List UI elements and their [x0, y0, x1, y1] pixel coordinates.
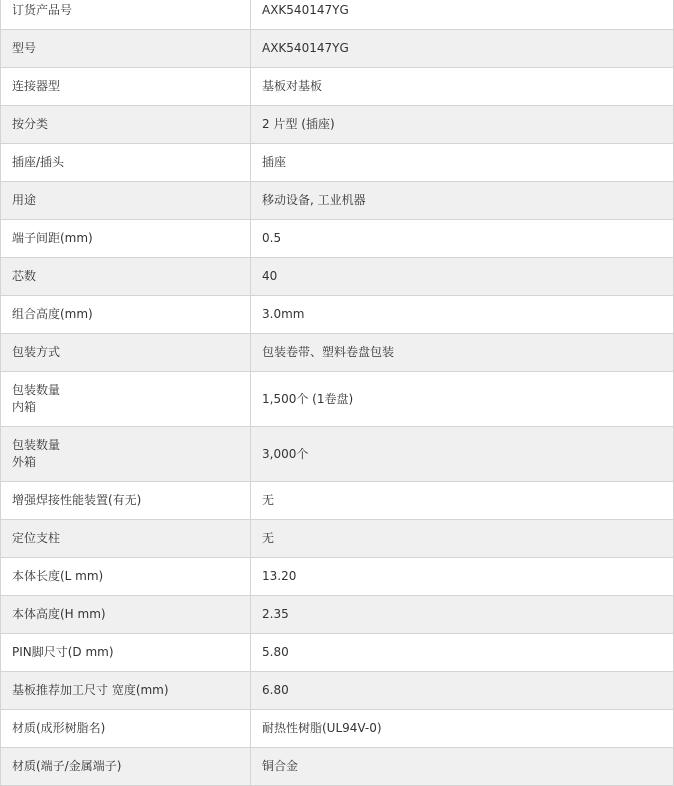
spec-label: 插座/插头: [1, 144, 251, 182]
spec-value: 5.80: [251, 634, 674, 672]
spec-label: 本体高度(H mm): [1, 596, 251, 634]
table-row: [1, 372, 674, 427]
spec-value: 铜合金: [251, 748, 674, 786]
spec-value: 13.20: [251, 558, 674, 596]
table-row: [1, 182, 674, 220]
spec-label: 材质(端子/金属端子): [1, 748, 251, 786]
spec-label: 包装数量: [12, 438, 61, 452]
spec-label-cell: [1, 427, 251, 482]
spec-value: 基板对基板: [251, 68, 674, 106]
table-row: [1, 558, 674, 596]
spec-label: 端子间距(mm): [1, 220, 251, 258]
spec-label-sub: 内箱: [12, 400, 37, 414]
spec-value: 3,000个: [251, 427, 674, 482]
table-row: [1, 144, 674, 182]
spec-value: 3.0mm: [251, 296, 674, 334]
spec-value: 1,500个 (1卷盘): [251, 372, 674, 427]
table-row: [1, 220, 674, 258]
spec-label: 按分类: [1, 106, 251, 144]
table-row: [1, 596, 674, 634]
spec-label: 用途: [1, 182, 251, 220]
spec-label: 材质(成形树脂名): [1, 710, 251, 748]
table-row: [1, 296, 674, 334]
spec-label: 包装数量: [12, 383, 61, 397]
table-row: [1, 258, 674, 296]
spec-value: 2 片型 (插座): [251, 106, 674, 144]
table-row: [1, 68, 674, 106]
spec-label: 组合高度(mm): [1, 296, 251, 334]
spec-value: 40: [251, 258, 674, 296]
table-row: [1, 0, 674, 30]
spec-label: 订货产品号: [1, 0, 251, 30]
table-row: [1, 634, 674, 672]
spec-value: 无: [251, 520, 674, 558]
table-row: [1, 520, 674, 558]
spec-value: 插座: [251, 144, 674, 182]
spec-value: 耐热性树脂(UL94V-0): [251, 710, 674, 748]
spec-label: 定位支柱: [1, 520, 251, 558]
table-row: [1, 106, 674, 144]
table-row: [1, 672, 674, 710]
table-row: [1, 334, 674, 372]
table-row: [1, 482, 674, 520]
spec-value: 无: [251, 482, 674, 520]
spec-label: 增强焊接性能装置(有无): [1, 482, 251, 520]
spec-value: 包装卷带、塑料卷盘包装: [251, 334, 674, 372]
spec-label: 芯数: [1, 258, 251, 296]
spec-label-cell: [1, 372, 251, 427]
spec-label: 本体长度(L mm): [1, 558, 251, 596]
spec-label: 包装方式: [1, 334, 251, 372]
spec-value: AXK540147YG: [251, 0, 674, 30]
spec-value: 0.5: [251, 220, 674, 258]
spec-label: 连接器型: [1, 68, 251, 106]
table-row: [1, 427, 674, 482]
spec-label: 型号: [1, 30, 251, 68]
table-row: [1, 748, 674, 786]
spec-label-sub: 外箱: [12, 455, 37, 469]
spec-value: 移动设备, 工业机器: [251, 182, 674, 220]
spec-label: 基板推荐加工尺寸 宽度(mm): [1, 672, 251, 710]
spec-value: 6.80: [251, 672, 674, 710]
spec-label: PIN脚尺寸(D mm): [1, 634, 251, 672]
table-row: [1, 710, 674, 748]
spec-value: AXK540147YG: [251, 30, 674, 68]
table-row: [1, 30, 674, 68]
spec-value: 2.35: [251, 596, 674, 634]
